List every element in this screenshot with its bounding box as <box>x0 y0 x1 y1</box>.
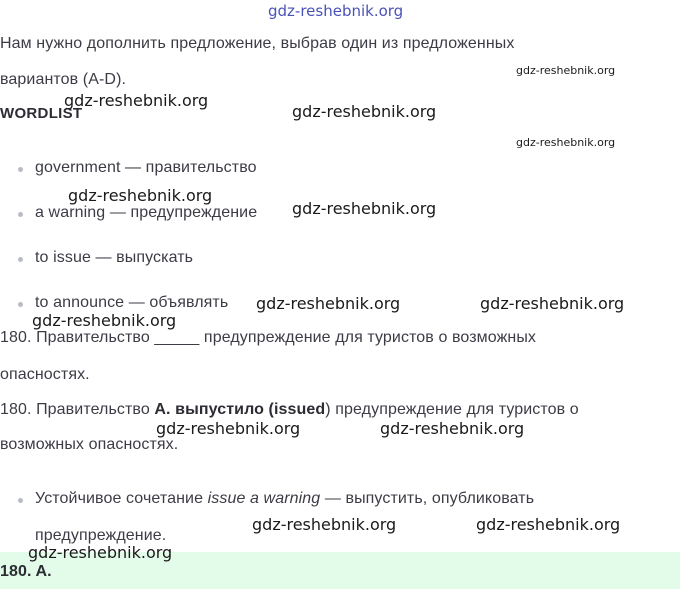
watermark: gdz-reshebnik.org <box>156 419 301 438</box>
watermark: gdz-reshebnik.org <box>256 294 401 313</box>
watermark: gdz-reshebnik.org <box>32 311 177 330</box>
bullet-icon <box>18 498 23 503</box>
intro-line-2: вариантов (A-D). <box>0 71 127 88</box>
bullet-icon <box>18 167 23 172</box>
watermark: gdz-reshebnik.org <box>28 543 173 562</box>
wordlist-item-text: to announce — объявлять <box>35 294 229 311</box>
watermark: gdz-reshebnik.org <box>68 186 213 205</box>
solution-prefix: 180. Правительство <box>0 401 155 418</box>
wordlist-heading: WORDLIST <box>0 105 83 122</box>
watermark: gdz-reshebnik.org <box>480 294 625 313</box>
wordlist-item-text: government — правительство <box>35 159 257 176</box>
question-line-2: опасностях. <box>0 366 90 383</box>
intro-line-1: Нам нужно дополнить предложение, выбрав один из предложенных <box>0 35 515 52</box>
bullet-icon <box>18 302 23 307</box>
watermark-top: gdz-reshebnik.org <box>268 2 404 20</box>
note-line-1 <box>35 490 534 508</box>
bullet-icon <box>18 257 23 262</box>
watermark: gdz-reshebnik.org <box>516 64 616 77</box>
watermark: gdz-reshebnik.org <box>516 136 616 149</box>
note-phrase: issue a warning <box>207 490 321 507</box>
note-prefix: Устойчивое сочетание <box>35 490 208 507</box>
bullet-icon <box>18 212 23 217</box>
note-line-2: предупреждение. <box>35 527 167 544</box>
solution-answer: A. выпустило (issued <box>154 401 326 418</box>
watermark: gdz-reshebnik.org <box>292 102 437 121</box>
wordlist-item-text: a warning — предупреждение <box>35 204 258 221</box>
watermark: gdz-reshebnik.org <box>476 515 621 534</box>
question-line-1: 180. Правительство _____ предупреждение для туристов о возможных <box>0 329 537 346</box>
watermark: gdz-reshebnik.org <box>380 419 525 438</box>
watermark: gdz-reshebnik.org <box>64 91 209 110</box>
watermark: gdz-reshebnik.org <box>292 199 437 218</box>
watermark: gdz-reshebnik.org <box>252 515 397 534</box>
solution-line-1 <box>0 401 579 419</box>
solution-line-2: возможных опасностях. <box>0 436 179 453</box>
wordlist-item-text: to issue — выпускать <box>35 249 194 266</box>
final-answer: 180. A. <box>0 563 52 580</box>
note-suffix: — выпустить, опубликовать <box>320 490 535 507</box>
solution-suffix: ) предупреждение для туристов о <box>325 401 579 418</box>
